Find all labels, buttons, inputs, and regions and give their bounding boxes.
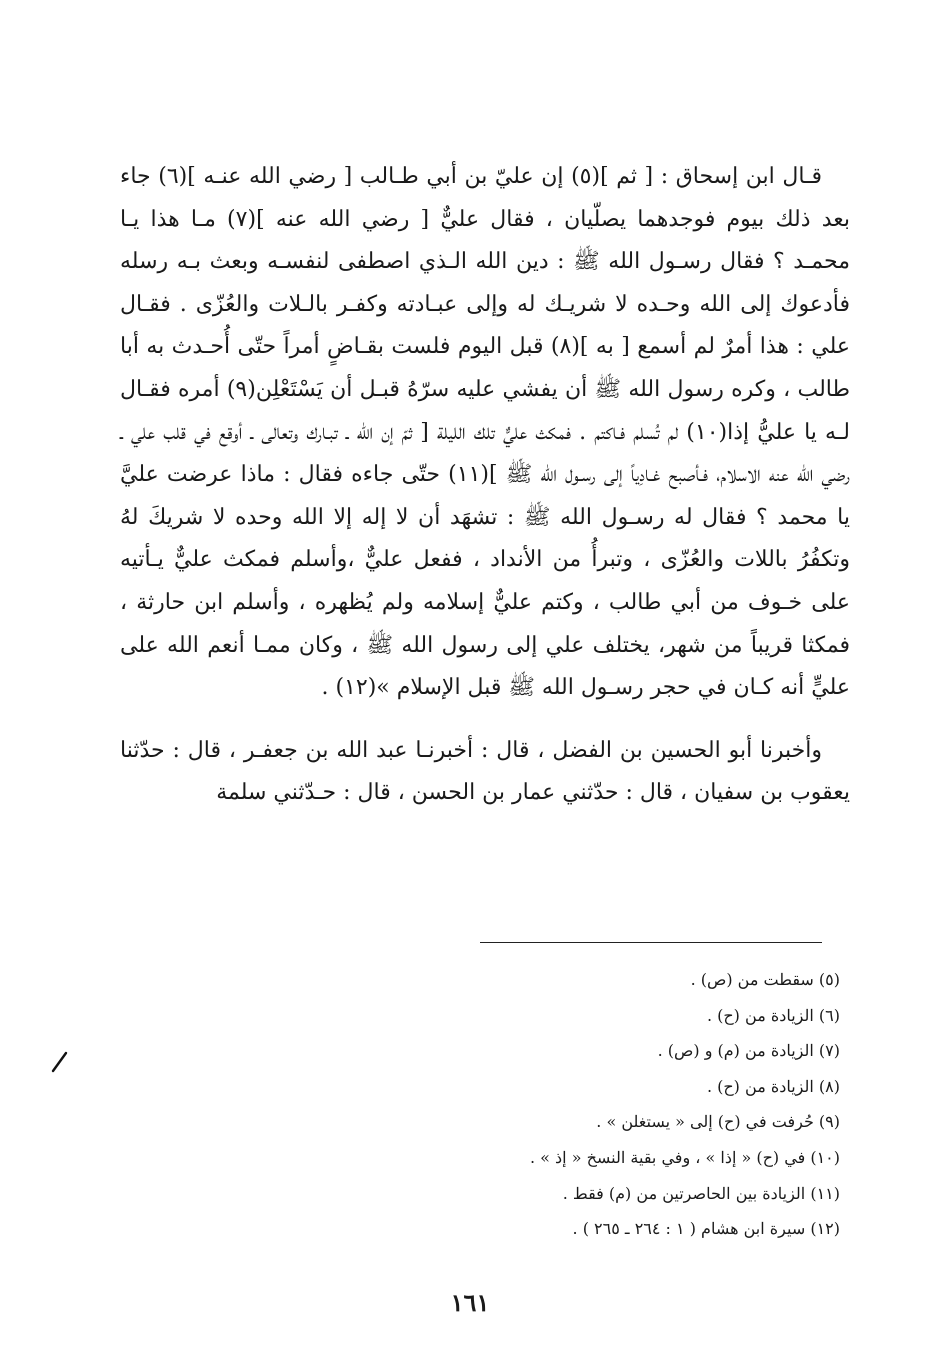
footnote-12: (١٢) سيرة ابن هشام ( ١ : ٢٦٤ ـ ٢٦٥ ) . (572, 1219, 840, 1239)
footnote-8: (٨) الزيادة من (ح) . (706, 1076, 840, 1096)
page-number: ١٦١ (450, 1288, 490, 1317)
footnote-7: (٧) الزيادة من (م) و (ص) . (657, 1041, 840, 1061)
footnote-5: (٥) سقطت من (ص) . (690, 970, 840, 989)
footnote-9: (٩) حُرفت في (ح) إلى « يستغلن » . (596, 1112, 840, 1132)
footnote-11: (١١) الزيادة بين الحاصرتين من (م) فقط . (562, 1183, 840, 1203)
footnote-separator (480, 942, 822, 943)
footnote-6: (٦) الزيادة من (ح) . (706, 1005, 840, 1025)
paragraph-2: وأخبرنا أبو الحسين بن الفضل ، قال : أخبرنـا عبد الله بن جعفـر ، قال : حدّثنا يعقوب بن سفيان ، قال : حدّثني عمار بن الحسن ، قال : حـدّثني سلمة (120, 737, 850, 806)
footnote-10: (١٠) في (ح) « إذا » ، وفي بقية النسخ « إذ » . (530, 1147, 840, 1167)
margin-pen-mark (50, 1050, 70, 1074)
main-text (120, 156, 850, 815)
footnotes (420, 962, 840, 1247)
paragraph-1: قـال ابن إسحاق : [ ثم ](٥) إن عليّ بن أبي طـالب [ رضي الله عنـه ](٦) جاء بعد ذلك بيوم فوجدهما يصلّيان ، فقال عليٌّ [ رضي الله عنه ](٧) مـا هذا يـا محمـد ؟ فقال رسـول الله ﷺ : دين الله الـذي اصطفى لنفسـه وبعث بـه رسله فأدعوك إلى الله وحـده لا شريـك له وإلى عبـادته وكفـر بالـلات والعُزّى . فقـال علي : هذا أمرٌ لم أسمع [ به ](٨) قبل اليوم فلست بقـاضٍ أمراً حتّى أُحـدث به أبا طالب ، وكره رسول الله ﷺ أن يفشي عليه سرّهُ قبـل أن يَسْتَعْلِن(٩) أمره فقـال لـه يا عليُّ إذا(١٠) لم تُسلم فـاكتم . فمكث عليٌّ تلك الليلة [ ثمّ إن الله ـ تبـارك وتعالى ـ أوقع في قلب علي ـ رضي الله عنه الاسلام، فـأصبح غـادِياً إلى رسـول الله ﷺ ](١١) حتّى جاءه فقال : ماذا عرضت عليَّ يا محمد ؟ فقال له رسـول الله ﷺ : تشهَد أن لا إله إلا الله وحده لا شريكَ لهُ وتكفُرُ باللات والعُزّى ، وتبرأُ من الأنداد ، ففعل عليٌّ ،وأسلم فمكث عليٌّ يـأتيه على خـوف من أبي طالب ، وكتم عليٌّ إسلامه ولم يُظهره ، وأسلم ابن حارثة ، فمكثا قريباً من شهر، يختلف علي إلى رسول الله ﷺ ، وكان ممـا أنعم الله على عليٍّ أنه كـان في حجر رسـول الله ﷺ قبل الإسلام »(١٢) . (120, 164, 850, 701)
